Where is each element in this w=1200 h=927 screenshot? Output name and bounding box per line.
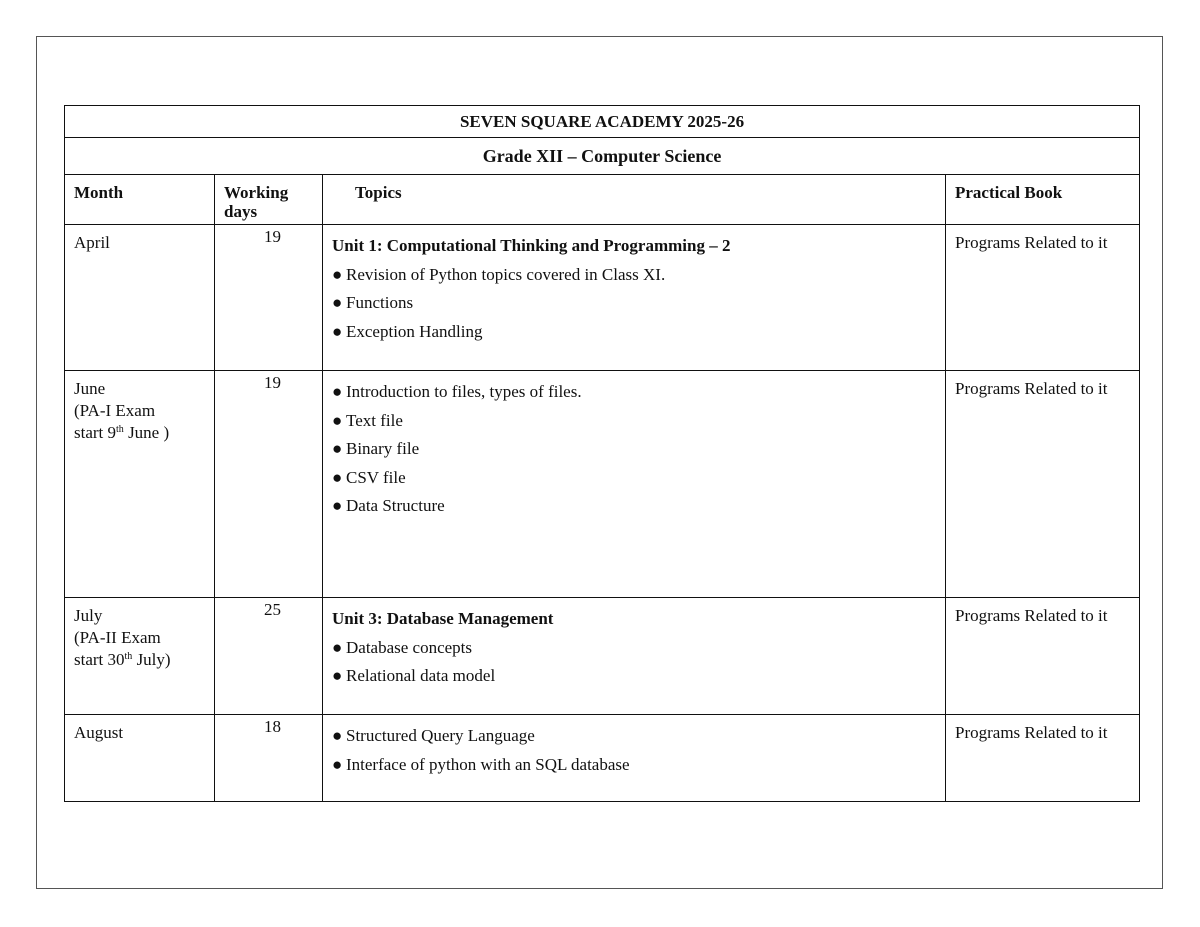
note-date-rest: June ): [123, 423, 170, 442]
topic-text: Text file: [346, 410, 403, 430]
bullet-icon: ●: [332, 293, 343, 312]
list-item: [332, 378, 936, 407]
table-row: [65, 371, 1140, 598]
month-cell: [65, 598, 215, 715]
list-item: [332, 751, 936, 780]
table-row: [65, 598, 1140, 715]
list-item: [332, 464, 936, 493]
topic-text: Introduction to files, types of files.: [346, 382, 582, 401]
note-date-suffix-sup: th: [124, 651, 133, 662]
syllabus-table: [64, 105, 1140, 802]
table-row: [65, 715, 1140, 802]
topics-cell: [323, 598, 946, 715]
list-item: [332, 492, 936, 521]
bullet-icon: ●: [332, 439, 343, 458]
document-subtitle: Grade XII – Computer Science: [65, 138, 1140, 175]
practical-book-cell: Programs Related to it: [946, 371, 1140, 598]
bullet-icon: ●: [332, 754, 343, 774]
month-note: (PA-I Exam: [74, 401, 156, 420]
column-header-topics: Topics: [323, 175, 946, 225]
unit-title: Unit 1: Computational Thinking and Programming – 2: [332, 236, 731, 255]
column-header-month: Month: [65, 175, 215, 225]
topic-text: Exception Handling: [346, 321, 483, 341]
working-days-cell: 25: [215, 598, 323, 715]
month-name: August: [74, 723, 124, 742]
bullet-icon: ●: [332, 410, 343, 430]
bullet-icon: ●: [332, 637, 343, 657]
topic-text: Data Structure: [346, 496, 445, 515]
list-item: [332, 407, 936, 436]
topic-text: Structured Query Language: [346, 726, 535, 745]
topic-text: CSV file: [346, 467, 406, 487]
working-days-cell: 19: [215, 225, 323, 371]
working-days-cell: 18: [215, 715, 323, 802]
topics-cell: [323, 371, 946, 598]
practical-book-cell: Programs Related to it: [946, 598, 1140, 715]
bullet-icon: ●: [332, 666, 343, 685]
document-title: SEVEN SQUARE ACADEMY 2025-26: [65, 106, 1140, 138]
month-cell: [65, 371, 215, 598]
topic-text: Functions: [346, 293, 414, 312]
note-date-prefix: start 30: [74, 650, 125, 669]
list-item: [332, 261, 936, 290]
bullet-icon: ●: [332, 726, 343, 745]
unit-title: Unit 3: Database Management: [332, 609, 554, 628]
bullet-icon: ●: [332, 382, 343, 401]
bullet-icon: ●: [332, 496, 343, 515]
month-cell: [65, 715, 215, 802]
topic-text: Relational data model: [346, 666, 496, 685]
column-header-practical-book: Practical Book: [946, 175, 1140, 225]
bullet-icon: ●: [332, 264, 343, 284]
topic-text: Binary file: [346, 439, 420, 458]
practical-book-cell: Programs Related to it: [946, 715, 1140, 802]
month-note-date: [74, 649, 205, 671]
working-days-cell: 19: [215, 371, 323, 598]
bullet-icon: ●: [332, 321, 343, 341]
topics-cell: [323, 225, 946, 371]
month-cell: [65, 225, 215, 371]
list-item: [332, 662, 936, 691]
topic-text: Revision of Python topics covered in Class XI.: [346, 264, 666, 284]
table-row: [65, 225, 1140, 371]
list-item: [332, 435, 936, 464]
note-date-prefix: start 9: [74, 423, 117, 442]
column-header-working-days: Working days: [215, 175, 323, 225]
topic-text: Interface of python with an SQL database: [346, 754, 630, 774]
topic-text: Database concepts: [346, 637, 473, 657]
list-item: [332, 318, 936, 347]
month-note: (PA-II Exam: [74, 628, 161, 647]
note-date-rest: July): [132, 650, 171, 669]
table-header-row: [65, 175, 1140, 225]
list-item: [332, 634, 936, 663]
topics-cell: [323, 715, 946, 802]
month-name: April: [74, 233, 110, 252]
note-date-suffix-sup: th: [116, 424, 124, 435]
month-note-date: [74, 422, 205, 444]
month-name: July: [74, 606, 103, 625]
list-item: [332, 289, 936, 318]
month-name: June: [74, 379, 106, 398]
practical-book-cell: Programs Related to it: [946, 225, 1140, 371]
bullet-icon: ●: [332, 467, 343, 487]
list-item: [332, 722, 936, 751]
